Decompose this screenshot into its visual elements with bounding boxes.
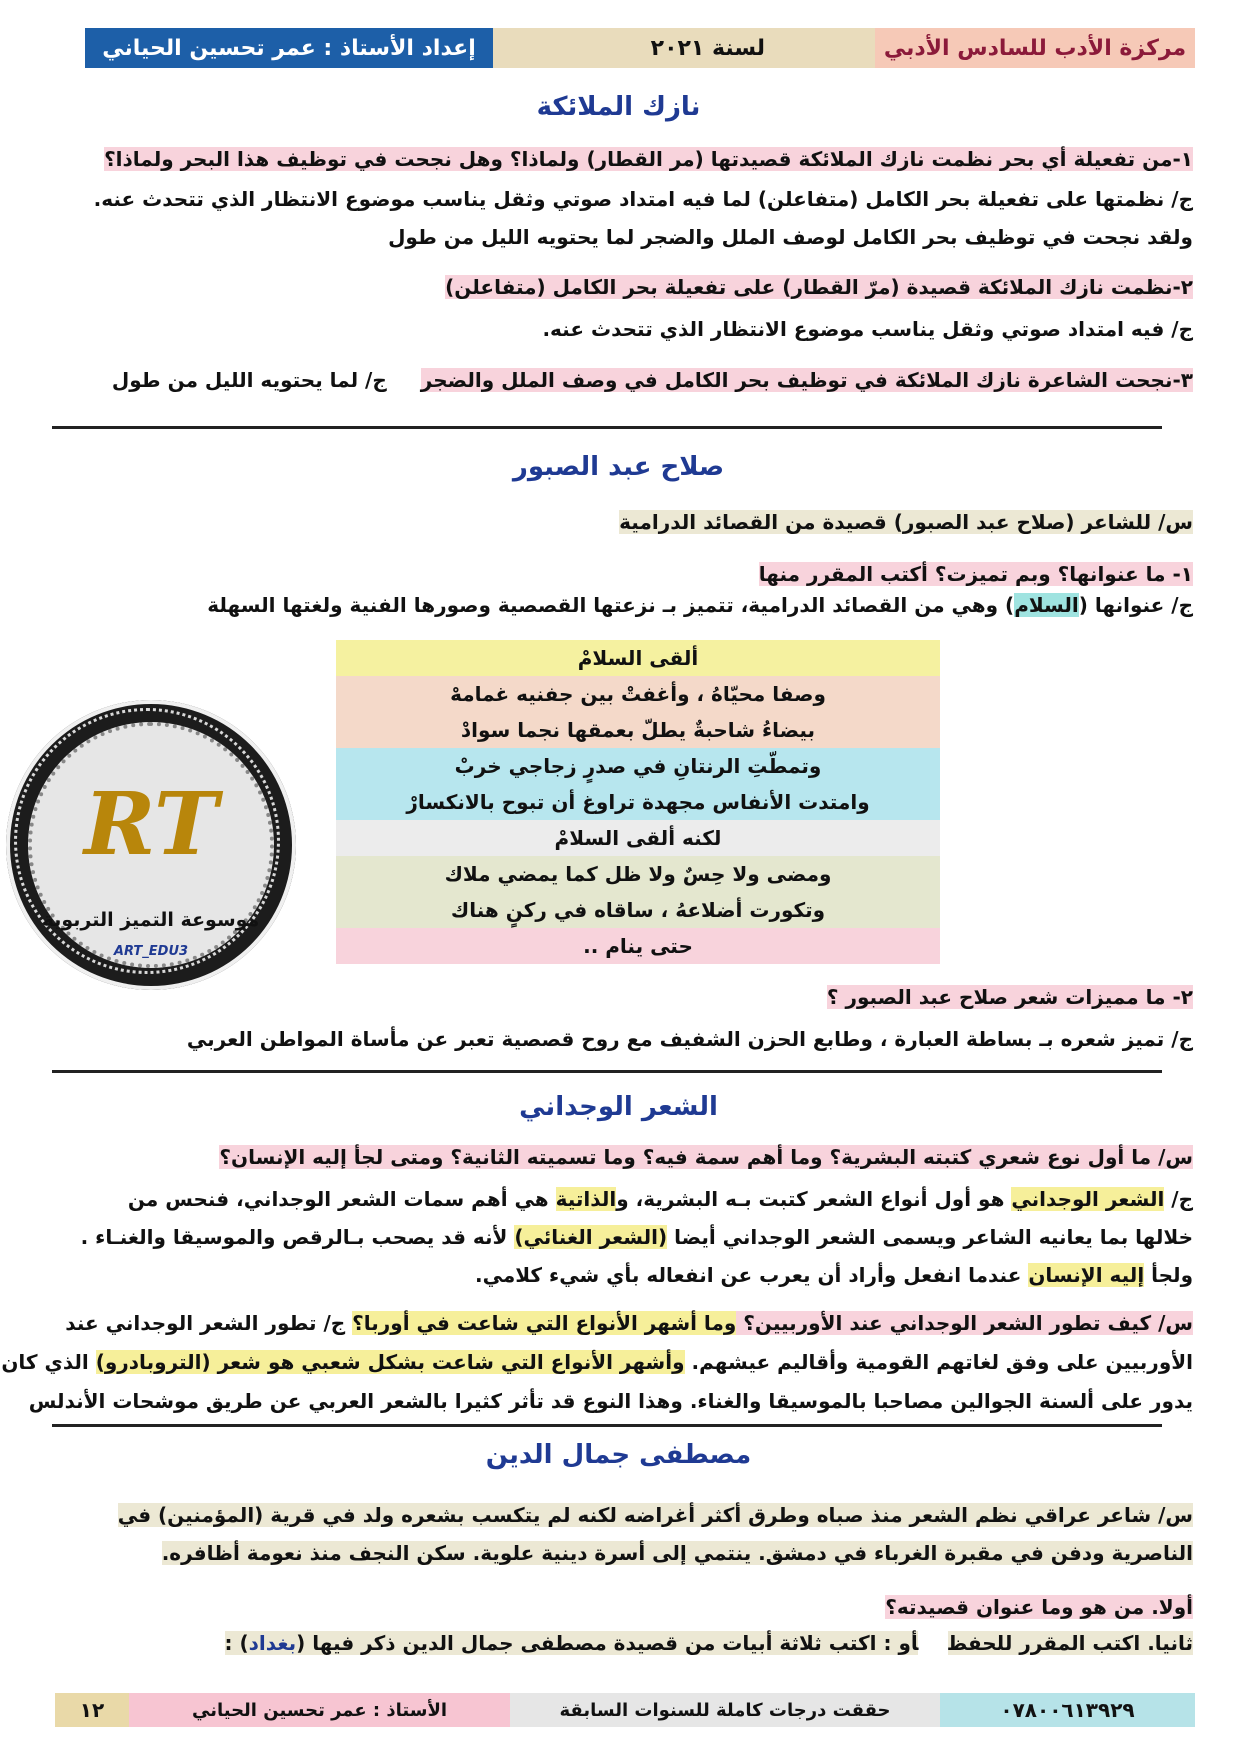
task-2 [225, 1626, 1193, 1660]
answer-2: ج/ فيه امتداد صوتي وثقل يناسب موضوع الانتظار الذي تتحدث عنه. [542, 317, 1193, 341]
answer-text: لأنه قد يصحب بـالرقص والموسيقا والغنـاء . [80, 1225, 515, 1249]
logo-badge [6, 700, 296, 990]
answer-text: خلالها بما يعانيه الشاعر ويسمى الشعر الوجداني أيضا [667, 1225, 1193, 1249]
answer-text: الأوربيين على وفق لغاتهم القومية وأقاليم عيشهم. [684, 1350, 1193, 1374]
answer-text: ج/ تطور الشعر الوجداني عند [65, 1311, 353, 1335]
rt-logo: RT [84, 774, 218, 875]
answer-2-line2 [1, 1345, 1193, 1379]
highlight: وما أشهر الأنواع التي شاعت في أوربا؟ [352, 1311, 737, 1335]
answer-1-line2: ولقد نجحت في توظيف بحر الكامل لوصف الملل والضجر لما يحتويه الليل من طول [388, 225, 1193, 249]
question-text: ١- ما عنوانها؟ وبم تميزت؟ أكتب المقرر منها [758, 562, 1193, 586]
question-1 [219, 1140, 1193, 1174]
question-2 [445, 270, 1193, 304]
highlight: الشعر الوجداني [1011, 1187, 1165, 1211]
divider [52, 1070, 1162, 1073]
task-text: ثانيا. اكتب المقرر للحفظ [948, 1631, 1193, 1655]
highlight: وأشهر الأنواع التي شاعت بشكل شعبي هو شعر (التروبادرو) [95, 1350, 685, 1374]
poem-box [336, 640, 940, 965]
footer-phone: ٠٧٨٠٠٦١٣٩٢٩ [940, 1693, 1195, 1727]
poem-line: وامتدت الأنفاس مجهدة تراوغ أن تبوح بالانكسارْ [336, 784, 940, 820]
answer-1-line1 [128, 1182, 1193, 1216]
footer-slogan: حققت درجات كاملة للسنوات السابقة [510, 1693, 940, 1727]
answer-2: ج/ تميز شعره بـ بساطة العبارة ، وطابع الحزن الشفيف مع روح قصصية تعبر عن مأساة المواطن العربي [186, 1027, 1193, 1051]
bio-line1 [118, 1498, 1193, 1532]
highlight: إليه الإنسان [1028, 1263, 1145, 1287]
poem-line: وتمطّتِ الرنتانِ في صدرٍ زجاجي خربْ [336, 748, 940, 784]
question-text: ٢-نظمت نازك الملائكة قصيدة (مرّ القطار) على تفعيلة بحر الكامل (متفاعلن) [445, 275, 1193, 299]
bio-text: س/ شاعر عراقي نظم الشعر منذ صباه وطرق أكثر أغراضه لكنه لم يتكسب بشعره ولد في قرية (المؤمنين) في [117, 1503, 1193, 1527]
badge-name: موسوعة التميز التربوية [42, 909, 260, 931]
poem-line: وصفا محيّاهُ ، وأغفتْ بين جفنيه غمامهْ [336, 676, 940, 712]
bio-line2 [162, 1536, 1193, 1570]
poem-line: وتكورت أضلاعهُ ، ساقاه في ركنٍ هناك [336, 892, 940, 928]
answer-1-line1: ج/ نظمتها على تفعيلة بحر الكامل (متفاعلن) لما فيه امتداد صوتي وثقل يناسب موضوع الانتظار الذي تتحدث عنه. [93, 187, 1193, 211]
highlight: (الشعر الغنائي) [514, 1225, 668, 1249]
section-title-salah: صلاح عبد الصبور [512, 452, 725, 482]
question-2-line1 [65, 1306, 1193, 1340]
task-text: ) : [224, 1631, 249, 1655]
divider [52, 1424, 1162, 1427]
highlight: بغداد [248, 1631, 297, 1655]
question-text: س/ ما أول نوع شعري كتبته البشرية؟ وما أهم سمة فيه؟ وما تسميته الثانية؟ ومتى لجأ إليه الإنسان؟ [219, 1145, 1193, 1169]
poem-title-highlight: السلام [1014, 593, 1079, 617]
poem-line: ألقى السلامْ [336, 640, 940, 676]
intro-question [619, 505, 1193, 539]
task-text: أولا. من هو وما عنوان قصيدته؟ [885, 1595, 1193, 1619]
question-2 [827, 980, 1193, 1014]
question-text: س/ للشاعر (صلاح عبد الصبور) قصيدة من القصائد الدرامية [619, 510, 1193, 534]
answer-1 [207, 588, 1193, 622]
poem-line: لكنه ألقى السلامْ [336, 820, 940, 856]
header-subject: مركزة الأدب للسادس الأدبي [875, 28, 1195, 68]
poem-line: بيضاءُ شاحبةٌ يطلّ بعمقها نجما سوادْ [336, 712, 940, 748]
divider [52, 426, 1162, 429]
page-footer [55, 1693, 1195, 1727]
question-1 [104, 142, 1193, 176]
poem-line: ومضى ولا حِسٌ ولا ظل كما يمضي ملاك [336, 856, 940, 892]
question-text: ٣-نجحت الشاعرة نازك الملائكة في توظيف بحر الكامل في وصف الملل والضجر [420, 368, 1193, 392]
answer-text: الذي كان [1, 1350, 96, 1374]
answer-prefix: ج/ عنوانها ( [1078, 593, 1193, 617]
answer-text: هو أول أنواع الشعر كتبت بـه البشرية، و [616, 1187, 1012, 1211]
poem-line: حتى ينام .. [336, 928, 940, 964]
question-1 [759, 557, 1193, 591]
task-text: أو : اكتب ثلاثة أبيات من قصيدة مصطفى جمال الدين ذكر فيها ( [296, 1631, 919, 1655]
answer-text: ج/ [1164, 1187, 1193, 1211]
section-title-nazik: نازك الملائكة [536, 92, 701, 122]
bio-text: الناصرية ودفن في مقبرة الغرباء في دمشق. ينتمي إلى أسرة دينية علوية. سكن النجف منذ نعومة أظافره. [161, 1541, 1193, 1565]
answer-2-line3: يدور على ألسنة الجوالين مصاحبا بالموسيقا والغناء. وهذا النوع قد تأثر كثيرا بالشعر العربي عن طريق موشحات الأندلس [28, 1389, 1193, 1413]
footer-teacher: الأستاذ : عمر تحسين الحياني [129, 1693, 510, 1727]
highlight: الذاتية [555, 1187, 617, 1211]
header-author: إعداد الأستاذ : عمر تحسين الحياني [85, 28, 493, 68]
answer-1-line3 [475, 1258, 1193, 1292]
page-number: ١٢ [55, 1693, 129, 1727]
answer-1-line2 [81, 1220, 1193, 1254]
badge-handle: ART_EDU3 [113, 944, 189, 959]
question-3 [112, 363, 1193, 397]
question-text: ١-من تفعيلة أي بحر نظمت نازك الملائكة قصيدتها (مر القطار) ولماذا؟ وهل نجحت في توظيف هذا البحر ولماذا؟ [104, 147, 1193, 171]
answer-text: عندما انفعل وأراد أن يعرب عن انفعاله بأي شيء كلامي. [475, 1263, 1029, 1287]
section-title-wijdani: الشعر الوجداني [519, 1092, 718, 1122]
answer-suffix: ) وهي من القصائد الدرامية، تتميز بـ نزعتها القصصية وصورها الفنية ولغتها السهلة [207, 593, 1015, 617]
question-text: س/ كيف تطور الشعر الوجداني عند الأوربيين؟ [736, 1311, 1193, 1335]
task-1 [885, 1590, 1193, 1624]
section-title-mustafa: مصطفى جمال الدين [485, 1440, 752, 1470]
answer-3: ج/ لما يحتويه الليل من طول [111, 368, 387, 392]
answer-text: هي أهم سمات الشعر الوجداني، فنحس من [127, 1187, 556, 1211]
page-header [85, 28, 1195, 68]
question-text: ٢- ما مميزات شعر صلاح عبد الصبور ؟ [826, 985, 1193, 1009]
answer-text: ولجأ [1144, 1263, 1193, 1287]
badge-inner [28, 722, 274, 968]
header-year: لسنة ٢٠٢١ [493, 28, 875, 68]
